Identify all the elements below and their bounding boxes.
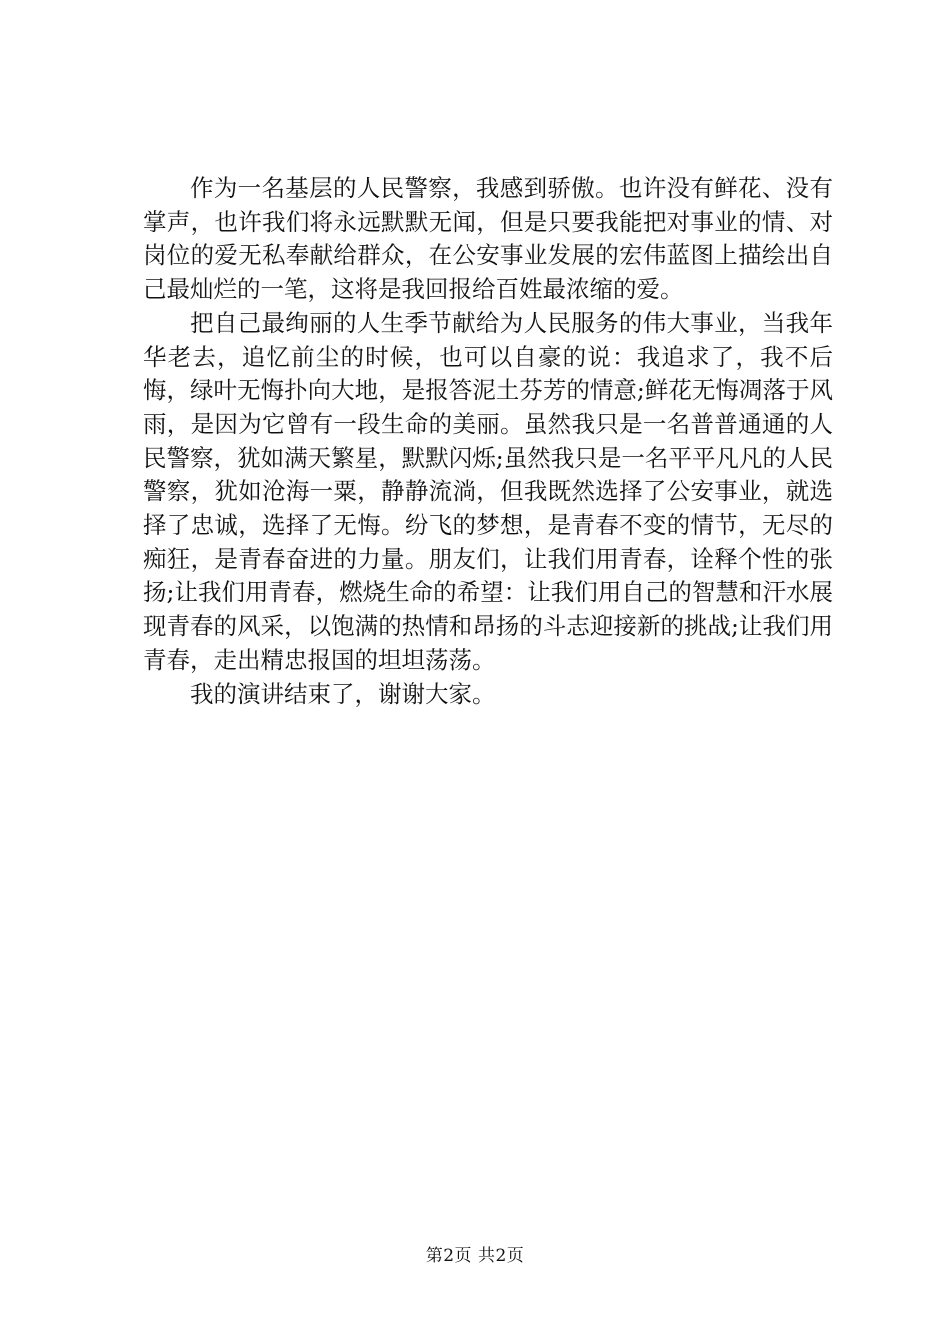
page-number-footer: 第2页 共2页 [425, 1246, 525, 1266]
paragraph: 我的演讲结束了，谢谢大家。 [190, 679, 496, 708]
paragraph: 把自己最绚丽的人生季节献给为人民服务的伟大事业，当我年华老去，追忆前尘的时候，也可以自豪的说：我追求了，我不后悔，绿叶无悔扑向大地，是报答泥土芬芳的情意;鲜花无悔凋落于风雨，是因为它曾有一段生命的美丽。虽然我只是一名普普通通的人民警察，犹如满天繁星，默默闪烁;虽然我只是一名平平凡凡的人民警察，犹如沧海一粟，静静流淌，但我既然选择了公安事业，就选择了忠诚，选择了无悔。纷飞的梦想，是青春不变的情节，无尽的痴狂，是青春奋进的力量。朋友们，让我们用青春，诠释个性的张扬;让我们用青春，燃烧生命的希望：让我们用自己的智慧和汗水展现青春的风采，以饱满的热情和昂扬的斗志迎接新的挑战;让我们用青春，走出精忠报国的坦坦荡荡。 [143, 308, 833, 674]
document-body [143, 172, 833, 711]
paragraph: 作为一名基层的人民警察，我感到骄傲。也许没有鲜花、没有掌声，也许我们将永远默默无闻，但是只要我能把对事业的情、对岗位的爱无私奉献给群众，在公安事业发展的宏伟蓝图上描绘出自己最灿烂的一笔，这将是我回报给百姓最浓缩的爱。 [143, 174, 833, 304]
